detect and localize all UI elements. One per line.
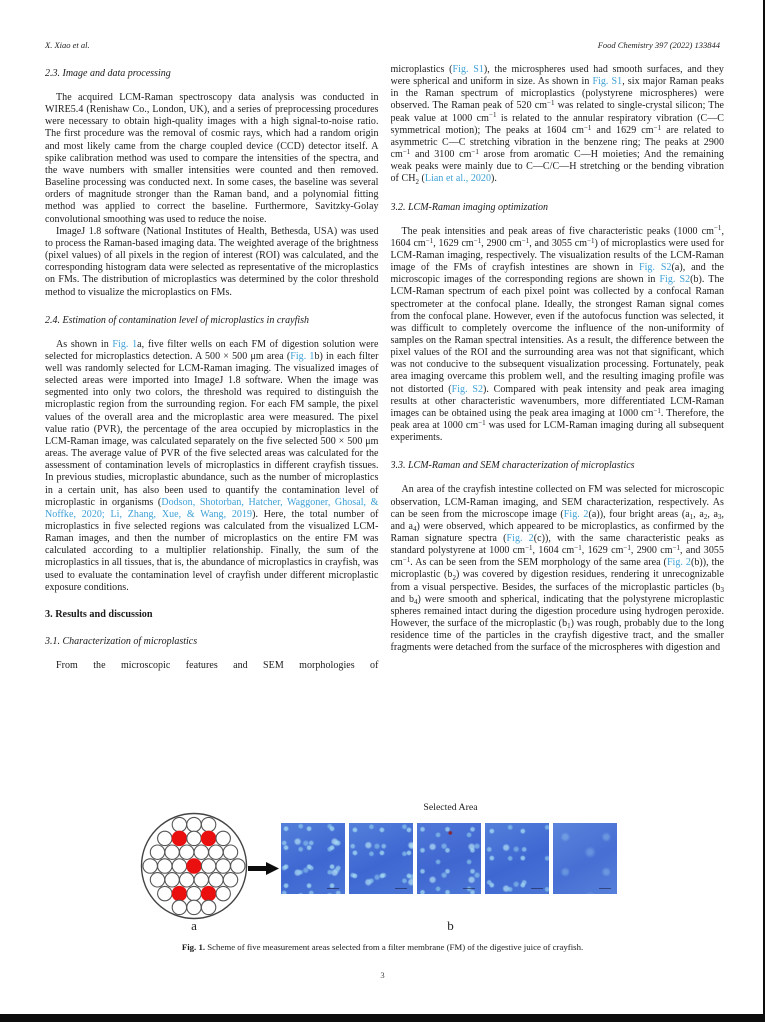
filter-well — [187, 900, 201, 914]
citation-link[interactable]: Fig. 2 — [563, 508, 589, 520]
section-heading-3: 3. Results and discussion — [45, 608, 153, 620]
citation-link[interactable]: Lian et al., 2020 — [424, 173, 492, 185]
selected-filter-well — [172, 831, 186, 845]
text-sub: 3 — [720, 585, 724, 594]
microscope-image — [349, 823, 413, 894]
paragraph: The peak intensities and peak areas of five characteristic peaks (1000 $cm^{-1}$, 1604 $cm^{-1}$, 1629 $cm^{-1}$, 2900 $cm^{-1}$, and 3055 $cm^{-1}$) of microplastics were used for LCM-Raman imaging, respectively. The visualization results of the LCM-Raman image of the FMs of crayfish intestines are shown in Fig. S2(a), and the microscopic images of the corresponding regions are shown in Fig. S2(b). The LCM-Raman spectrum of each pixel point was collected by a confocal Raman spectrometer at the confocal plane. Ideally, the strongest Raman signal comes from the confocal plane. However, even if the autofocus function was selected, it was difficult to completely overcome the influence of the non-uniformity of samples on the Raman spectral intensities. As a result, the difference between the pixel values of the ROI and the surrounding area was not that significant, which was not conducive to the subsequent visualization processing. Fortunately, peak area imaging overcame this problem well, and the resulting imaging profile was not distorted (Fig. S2). Compared with peak intensity and peak area imaging results at other characteristic wavenumbers, more differentiated LCM-Raman images can be obtained using the peak area imaging at 1000 $cm^{-1}$. Therefore, the peak area at 1000 $cm^{-1}$ was used for LCM-Raman imaging during all subsequent experiments. — [390, 224, 724, 444]
paragraph: An area of the crayfish intestine collected on FM was selected for microscopic observation, LCM-Raman imaging, and SEM characterization, respectively. As can be seen from the microscope image (Fig. 2(a)), four bright areas ($a_1$, $a_2$, $a_3$, and $a_4$) were observed, which appeared to be microplastics, as confirmed by the Raman signature spectra (Fig. 2(c)), with the same characteristic peaks as standard polystyrene at 1000 $cm^{-1}$, 1604 $cm^{-1}$, 1629 $cm^{-1}$, 2900 $cm^{-1}$, and 3055 $cm^{-1}$. As can be seen from the SEM morphology of the same area (Fig. 2(b)), the microplastic $(b_2)$ was covered by digestion residues, rendering it unrecognizable from a visual perspective. Besides, the surfaces of the microplastic particles ($b_3$ and $b_4$) were smooth and spherical, indicating that the polystyrene microplastic spheres remained intact during the digestion procedure using hydrogen peroxide. However, the surface of the microplastic $(b_1)$ was rough, probably due to the long residence time of the particles in the crayfish digestive tract, and the smaller fragments were detached from the surface of the microspheres with digestion and — [390, 484, 724, 654]
citation-link[interactable]: Fig. S2 — [659, 274, 691, 286]
filter-well — [158, 831, 172, 845]
filter-well — [180, 873, 194, 887]
text-sup: −1 — [489, 111, 497, 120]
running-author: X. Xiao et al. — [45, 40, 90, 50]
selected-area-label: Selected Area — [423, 802, 478, 813]
text-sup: −1 — [653, 406, 661, 415]
filter-well — [223, 873, 237, 887]
paragraph: microplastics (Fig. S1), the microspheres used had smooth surfaces, and they were spherical and uniform in size. As shown in Fig. S1, six major Raman peaks in the Raman spectrum of microplastics (polystyrene microspheres) were observed. The Raman peak of 520 $cm^{-1}$ was related to single-crystal silicon; The peak value at 1000 $cm^{-1}$ is related to the annular respiratory vibration (C—C symmetrical motion); The peaks at 1604 $cm^{-1}$ and 1629 $cm^{-1}$ are related to asymmetric C—C stretching vibration in the benzene ring; The peaks at 2900 $cm^{-1}$ and 3100 $cm^{-1}$ arose from aromatic C—H moieties; And the remaining weak peaks were mainly due to C—C/C—H stretching or the bending vibration of $CH_2$ (Lian et al., 2020). — [390, 64, 724, 186]
microscope-image — [417, 823, 481, 894]
selected-filter-well — [172, 886, 186, 900]
text-sub: 1 — [567, 622, 571, 631]
arrow-icon — [248, 860, 280, 877]
text-sub: 4 — [414, 597, 418, 606]
filter-well — [201, 817, 215, 831]
right-column — [391, 64, 725, 800]
citation-link[interactable]: Fig. S2 — [638, 262, 672, 274]
figure-label-a: a — [191, 918, 197, 933]
text-sub: 2 — [415, 177, 419, 186]
section-heading-3-2: 3.2. LCM-Raman imaging optimization — [390, 201, 549, 213]
citation-link[interactable]: Fig. 2 — [666, 557, 691, 569]
page-number: 3 — [380, 970, 385, 980]
filter-well — [150, 873, 164, 887]
filter-well — [201, 900, 215, 914]
running-journal: Food Chemistry 397 (2022) 133844 — [597, 40, 720, 50]
filter-well — [143, 859, 157, 873]
text-sub: 3 — [717, 512, 722, 521]
text-columns — [45, 64, 724, 800]
citation-link[interactable]: Fig. 1 — [290, 350, 315, 362]
filter-well — [216, 831, 230, 845]
text-sup: −1 — [587, 236, 595, 245]
citation-link[interactable]: Fig. 2 — [506, 533, 534, 544]
microscope-image — [553, 823, 617, 894]
figure-caption-number: Fig. 1. — [181, 942, 206, 952]
figure-caption — [0, 942, 765, 952]
filter-well — [216, 886, 230, 900]
filter-well — [172, 900, 186, 914]
figure-1 — [0, 798, 765, 998]
text-sup: −1 — [574, 543, 582, 552]
citation-link[interactable]: Fig. S1 — [592, 76, 623, 88]
figure-label-b: b — [447, 918, 454, 933]
microscope-image — [485, 823, 549, 894]
page-edge-bar — [0, 1014, 765, 1022]
citation-link[interactable]: Fig. 1 — [112, 338, 138, 350]
filter-well — [201, 859, 215, 873]
selected-filter-well — [187, 859, 201, 873]
filter-well — [209, 845, 223, 859]
running-header — [45, 40, 720, 50]
citation-link[interactable]: Fig. S2 — [451, 383, 483, 395]
selected-filter-well — [201, 831, 215, 845]
microscope-image-row — [281, 823, 617, 894]
filter-well — [172, 859, 186, 873]
text-sup: −1 — [547, 99, 555, 108]
text-sup: −1 — [653, 123, 662, 132]
selected-filter-well — [201, 886, 215, 900]
paragraph: As shown in Fig. 1a, five filter wells on each FM of digestion solution were selected for microplastics detection. A 500 × 500 μm area (Fig. 1b) in each filter well was randomly selected for LCM-Raman imaging. The visualized images of selected areas were imported into ImageJ 1.8 software. When the image was segmented into only two colors, the threshold was required to distinguish the microplastic region from the surrounding region. For each FM sample, the pixel values of the overall area and the microplastic area were measured. The pixel value ratio (PVR), the percentage of the area occupied by microplastics in the LCM-Raman image, was calculated separately on the five selected 500 × 500 μm areas. The average value of PVR of the five selected areas was calculated for the assessment of contamination levels of microplastics in different crayfish tissues. In previous studies, microplastic abundance, such as the number of microplastics in a certain unit, has also been used to quantify the contamination level of microplastic in organisms (Dodson, Shotorban, Hatcher, Waggoner, Ghosal, & Noffke, 2020; Li, Zhang, Xue, & Wang, 2019). Here, the total number of microplastics in five selected regions was calculated from the visualized LCM-Raman images, and then the number of microplastics on the entire FM was calculated according to a multiplier relationship. Finally, the sum of the microplastics in all tissues, that is, the abundance of microplastics in crayfish, was used to evaluate the contamination level of crayfish under different microplastic exposure conditions. — [45, 338, 379, 593]
filter-well — [180, 845, 194, 859]
text-sub: 4 — [413, 525, 417, 534]
filter-well — [165, 845, 179, 859]
section-heading-2-3: 2.3. Image and data processing — [45, 68, 171, 79]
citation-link[interactable]: Dodson, Shotorban, Hatcher, Waggoner, Ghosal, & Noffke, 2020; Li, Zhang, Xue, & Wang, 2019 — [45, 496, 379, 520]
text-sub: 1 — [689, 512, 694, 521]
paragraph: From the microscopic features and SEM morphologies of — [56, 659, 379, 671]
filter-well — [158, 859, 172, 873]
filter-well — [194, 845, 208, 859]
text-sup: −1 — [478, 418, 486, 427]
citation-link[interactable]: Fig. S1 — [452, 64, 484, 75]
text-sup: −1 — [402, 147, 411, 156]
left-column — [45, 64, 379, 800]
microscope-image — [281, 823, 345, 894]
paragraph: ImageJ 1.8 software (National Institutes of Health, Bethesda, USA) was used to process the Raman-based imaging data. The weighted average of the brightness (pixel values) of all pixels in the region of interest (ROI) was calculated, and the corresponding histogram data were selected as representative of the microplastics on FMs. The distribution of microplastics was determined by the color threshold method to visualize the microplastics on FMs. — [45, 225, 379, 298]
filter-well — [187, 831, 201, 845]
filter-membrane-diagram — [138, 810, 250, 922]
section-heading-3-1: 3.1. Characterization of microplastics — [45, 635, 198, 647]
filter-well — [209, 873, 223, 887]
filter-well — [194, 873, 208, 887]
filter-well — [216, 859, 230, 873]
text-sup: −1 — [402, 556, 411, 565]
section-heading-2-4: 2.4. Estimation of contamination level of microplastics in crayfish — [45, 314, 310, 326]
text-sup: −1 — [425, 236, 434, 245]
filter-well — [187, 886, 201, 900]
text-sub: 2 — [452, 573, 456, 582]
filter-well — [223, 845, 237, 859]
filter-well — [172, 817, 186, 831]
text-sup: −1 — [623, 543, 631, 552]
filter-well — [150, 845, 164, 859]
filter-well — [187, 817, 201, 831]
text-sup: −1 — [473, 236, 482, 245]
figure-caption-text: Scheme of five measurement areas selected from a filter membrane (FM) of the digestive juice of crayfish. — [205, 942, 584, 952]
text-sub: 2 — [703, 512, 708, 521]
filter-well — [158, 886, 172, 900]
section-heading-3-3: 3.3. LCM-Raman and SEM characterization of microplastics — [390, 460, 635, 472]
text-sup: −1 — [713, 224, 722, 233]
text-sup: −1 — [521, 236, 530, 245]
text-sup: −1 — [525, 543, 533, 552]
text-sup: −1 — [672, 543, 681, 552]
text-sup: −1 — [583, 123, 592, 132]
paragraph: The acquired LCM-Raman spectroscopy data analysis was conducted in WIRE5.4 (Renishaw Co., London, UK), and a series of preprocessing procedures were necessary to obtain high-quality images with a high signal-to-noise ratio. The first procedure was the removal of cosmic rays, which had a random origin and most likely came from the charge coupled device (CCD) detector itself. A spike calibration method was used to compare the intensities of the spectra, and the wave numbers with smaller intensities were counted and then removed. Baseline processing was conducted next. In some cases, the baseline was several orders of magnitude stronger than the Raman band, and a polynomial fitting method was applied to correct the baseline. Furthermore, Savitzky-Golay convolutional smoothing was used to reduce the noise. — [45, 92, 379, 225]
filter-well — [231, 859, 245, 873]
text-sup: −1 — [471, 147, 479, 156]
filter-well — [165, 873, 179, 887]
